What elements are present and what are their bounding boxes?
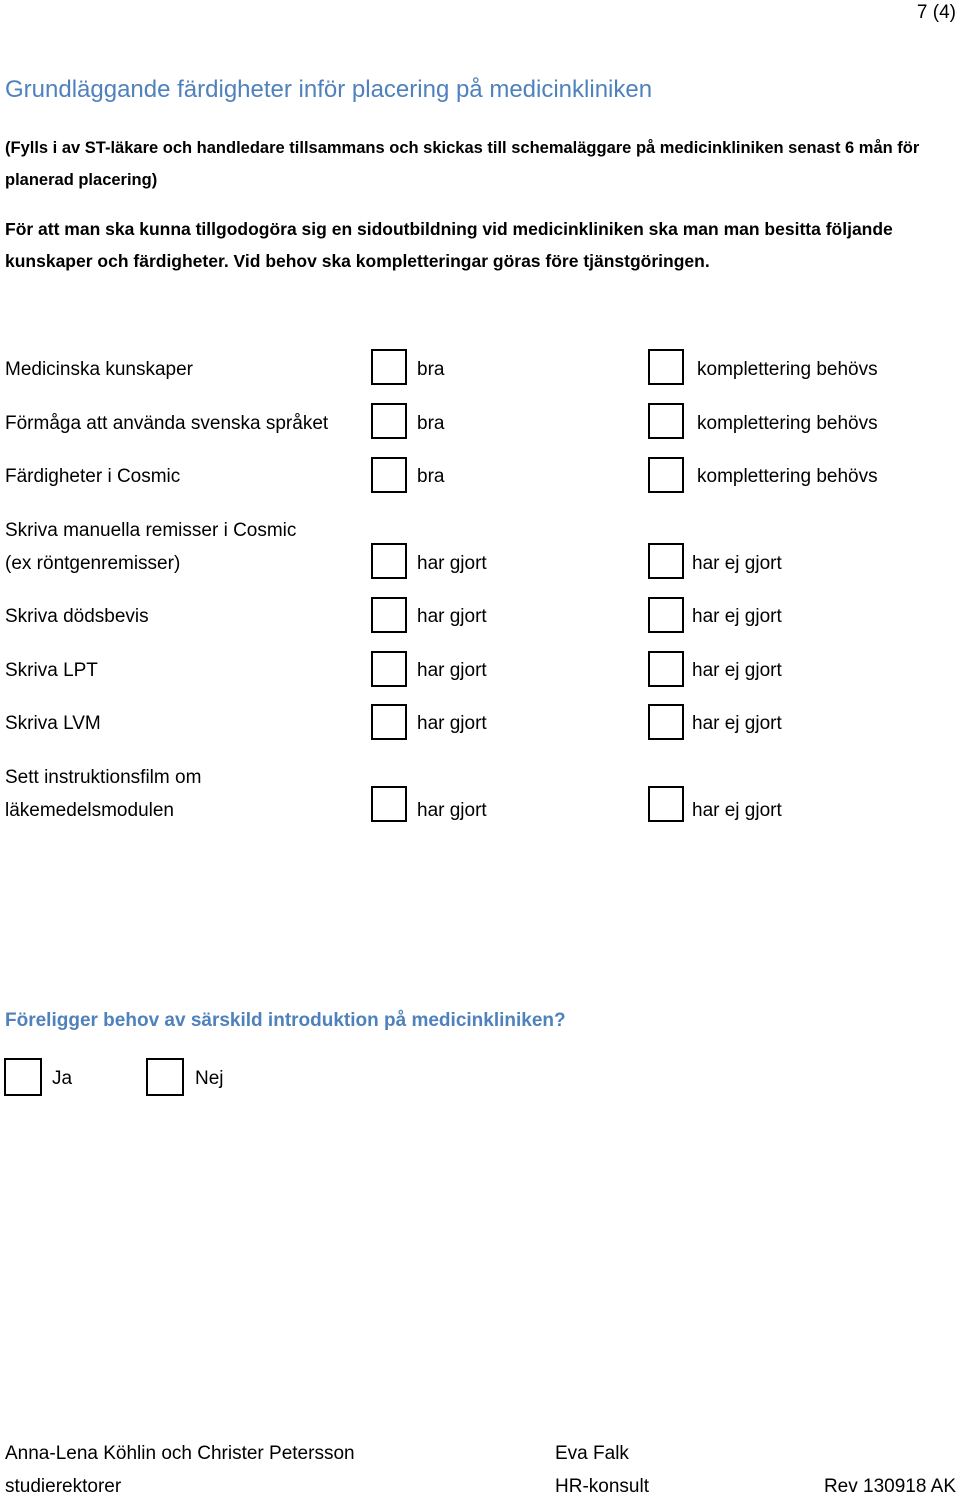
option-label: bra bbox=[417, 359, 445, 380]
checkbox-har-ej-gjort[interactable] bbox=[648, 786, 684, 822]
checkbox-har-ej-gjort[interactable] bbox=[648, 597, 684, 633]
footer-left-name: Anna-Lena Köhlin och Christer Petersson bbox=[5, 1443, 355, 1464]
option-label: har ej gjort bbox=[692, 800, 782, 821]
option-label: bra bbox=[417, 413, 445, 434]
checkbox-har-gjort[interactable] bbox=[371, 704, 407, 740]
footer-mid-role: HR-konsult bbox=[555, 1476, 649, 1497]
row-label: Skriva manuella remisser i Cosmic bbox=[5, 520, 297, 541]
checkbox-komplettering[interactable] bbox=[648, 403, 684, 439]
checkbox-har-gjort[interactable] bbox=[371, 651, 407, 687]
checkbox-bra[interactable] bbox=[371, 349, 407, 385]
checkbox-har-gjort[interactable] bbox=[371, 786, 407, 822]
option-label: har gjort bbox=[417, 800, 487, 821]
option-label: har ej gjort bbox=[692, 713, 782, 734]
checkbox-har-ej-gjort[interactable] bbox=[648, 543, 684, 579]
option-label: har gjort bbox=[417, 606, 487, 627]
answer-label-nej: Nej bbox=[195, 1068, 224, 1089]
row-label-line2: läkemedelsmodulen bbox=[5, 800, 174, 821]
footer-mid-name: Eva Falk bbox=[555, 1443, 629, 1464]
instruction-text: (Fylls i av ST-läkare och handledare tillsammans och skickas till schemaläggare på medicinkliniken senast 6 mån för planerad placering) bbox=[5, 139, 920, 189]
footer-left-role: studierektorer bbox=[5, 1476, 122, 1497]
intro-text: För att man ska kunna tillgodogöra sig en sidoutbildning vid medicinkliniken ska man man besitta följande kunskaper och färdigheter. Vid behov ska kompletteringar göras före tjänstgöringen. bbox=[5, 219, 893, 271]
row-label: Medicinska kunskaper bbox=[5, 359, 193, 380]
option-label: har ej gjort bbox=[692, 553, 782, 574]
option-label: komplettering behövs bbox=[697, 466, 878, 487]
row-label-line2: (ex röntgenremisser) bbox=[5, 553, 181, 574]
option-label: har ej gjort bbox=[692, 606, 782, 627]
row-label: Färdigheter i Cosmic bbox=[5, 466, 181, 487]
page-number: 7 (4) bbox=[916, 2, 956, 23]
row-label: Skriva LVM bbox=[5, 713, 101, 734]
option-label: har ej gjort bbox=[692, 660, 782, 681]
checkbox-nej[interactable] bbox=[146, 1058, 184, 1096]
option-label: komplettering behövs bbox=[697, 413, 878, 434]
checkbox-har-ej-gjort[interactable] bbox=[648, 651, 684, 687]
option-label: komplettering behövs bbox=[697, 359, 878, 380]
answer-label-ja: Ja bbox=[52, 1068, 73, 1089]
checkbox-komplettering[interactable] bbox=[648, 349, 684, 385]
checkbox-har-gjort[interactable] bbox=[371, 543, 407, 579]
row-label: Skriva LPT bbox=[5, 660, 98, 681]
page-title: Grundläggande färdigheter inför placering på medicinkliniken bbox=[5, 76, 653, 103]
checkbox-har-gjort[interactable] bbox=[371, 597, 407, 633]
checkbox-ja[interactable] bbox=[4, 1058, 42, 1096]
introduction-question: Föreligger behov av särskild introduktion på medicinkliniken? bbox=[5, 1010, 566, 1031]
checkbox-komplettering[interactable] bbox=[648, 457, 684, 493]
checkbox-har-ej-gjort[interactable] bbox=[648, 704, 684, 740]
footer-revision: Rev 130918 AK bbox=[823, 1476, 956, 1497]
option-label: har gjort bbox=[417, 553, 487, 574]
row-label: Förmåga att använda svenska språket bbox=[5, 413, 329, 434]
row-label: Skriva dödsbevis bbox=[5, 606, 149, 627]
checkbox-bra[interactable] bbox=[371, 403, 407, 439]
option-label: bra bbox=[417, 466, 445, 487]
checkbox-bra[interactable] bbox=[371, 457, 407, 493]
option-label: har gjort bbox=[417, 713, 487, 734]
option-label: har gjort bbox=[417, 660, 487, 681]
row-label: Sett instruktionsfilm om bbox=[5, 767, 202, 788]
